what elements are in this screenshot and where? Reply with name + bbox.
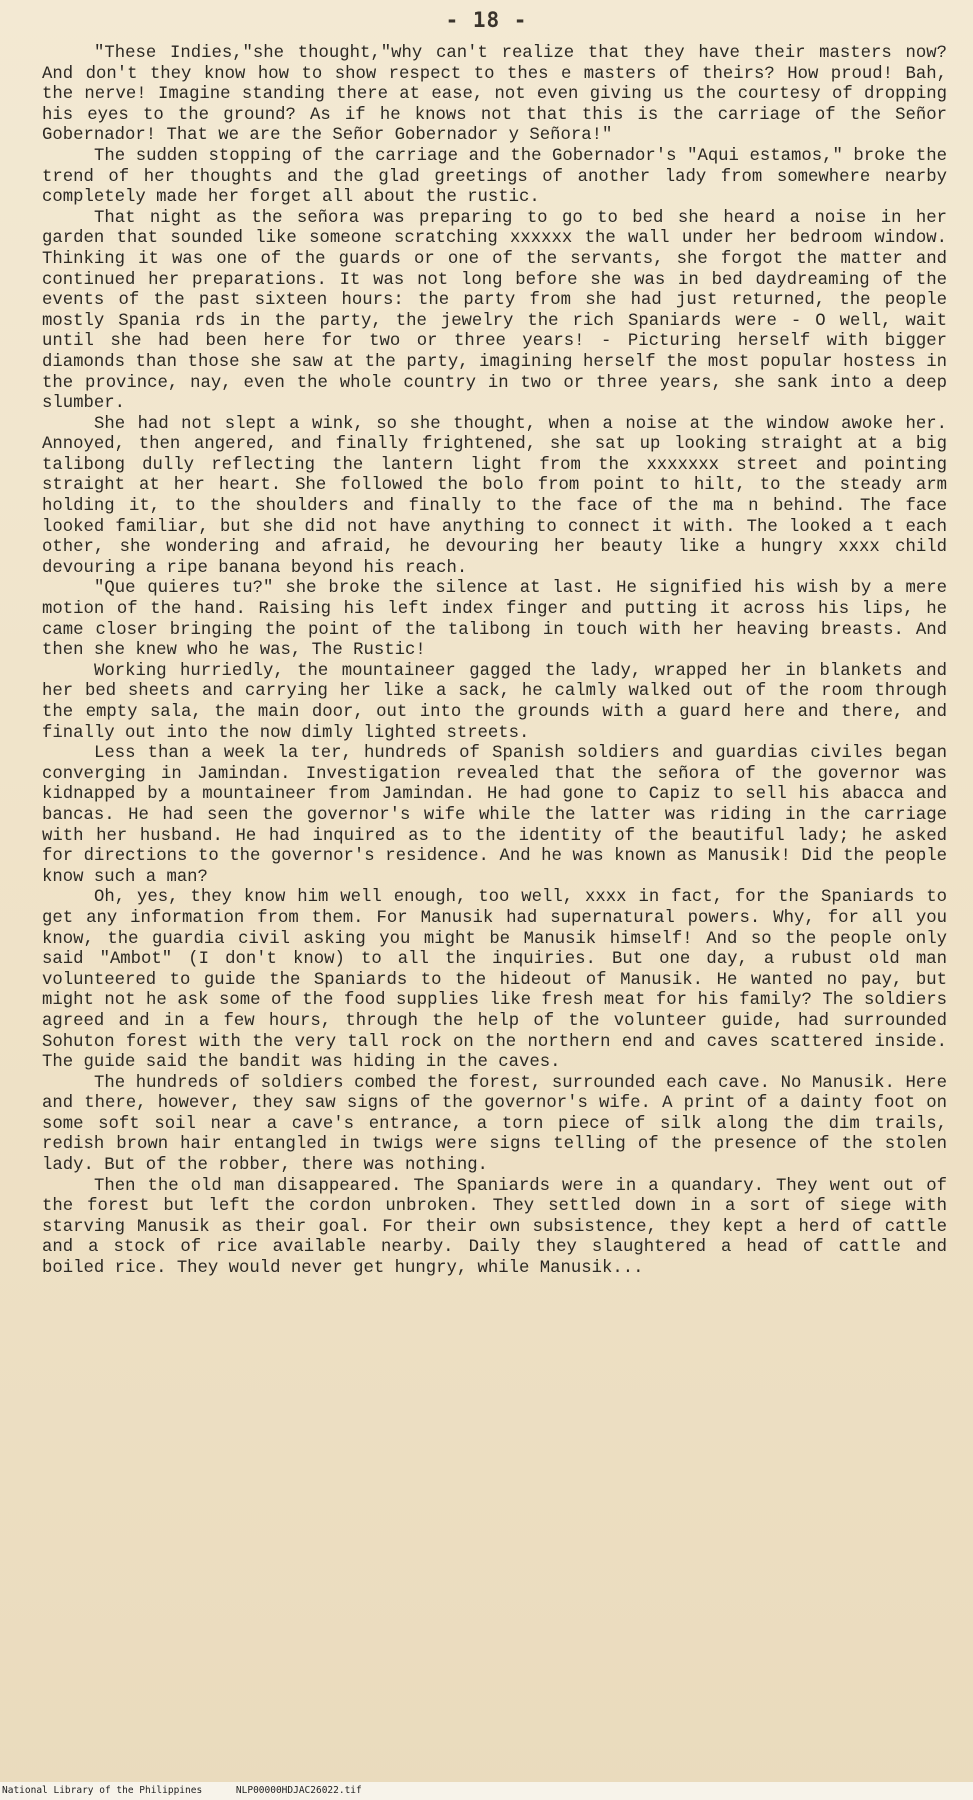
paragraph: Oh, yes, they know him well enough, too well, xxxx in fact, for the Spaniards to get any information from them. For Manusik had supernatural powers. Why, for all you know, the guardia civil asking you might be Manusik himself! And so the people only said "Ambot" (I don't know) to all the inquiries. But one day, a rubust old man volunteered to guide the Spaniards to the hideout of Manusik. He wanted no pay, but might not he ask some of the food supplies like fresh meat for his family? The soldiers agreed and in a few hours, through the help of the volunteer guide, had surrounded Sohuton forest with the very tall rock on the northern end and caves scattered inside. The guide said the bandit was hiding in the caves. [42, 888, 947, 1073]
footer-institution: National Library of the Philippines [2, 1785, 203, 1796]
paragraph: She had not slept a wink, so she thought, when a noise at the window awoke her. Annoyed, then angered, and finally frightened, she sat up looking straight at a big talibong dully reflecting the lantern light from the xxxxxxx street and pointing straight at her heart. She followed the bolo from point to hilt, to the steady arm holding it, to the shoulders and finally to the face of the ma n behind. The face looked familiar, but she did not have anything to connect it with. The looked a t each other, she wondering and afraid, he devouring her beauty like a hungry xxxx child devouring a ripe banana beyond his reach. [42, 414, 947, 578]
paragraph: "Que quieres tu?" she broke the silence at last. He signified his wish by a mere motion of the hand. Raising his left index finger and putting it across his lips, he came closer bringing the point of the talibong in touch with her heaving breasts. And then she knew who he was, The Rustic! [42, 579, 947, 661]
scan-footer [0, 1782, 973, 1800]
paragraph: Working hurriedly, the mountaineer gagged the lady, wrapped her in blankets and her bed sheets and carrying her like a sack, he calmly walked out of the room through the empty sala, the main door, out into the grounds with a guard here and there, and finally out into the now dimly lighted streets. [42, 661, 947, 743]
body-text [42, 44, 947, 1280]
paragraph: "These Indies,"she thought,"why can't realize that they have their masters now? And don't they know how to show respect to thes e masters of theirs? How proud! Bah, the nerve! Imagine standing there at ease, not even giving us the courtesy of dropping his eyes to the ground? As if he knows not that this is the carriage of the Señor Gobernador! That we are the Señor Gobernador y Señora!" [42, 44, 947, 146]
paragraph: Then the old man disappeared. The Spaniards were in a quandary. They went out of the forest but left the cordon unbroken. They settled down in a sort of siege with starving Manusik as their goal. For their own subsistence, they kept a herd of cattle and a stock of rice available nearby. Daily they slaughtered a head of cattle and boiled rice. They would never get hungry, while Manusik... [42, 1176, 947, 1279]
footer-filename: NLP00000HDJAC26022.tif [235, 1785, 362, 1796]
paragraph: The hundreds of soldiers combed the forest, surrounded each cave. No Manusik. Here and there, however, they saw signs of the governor's wife. A print of a dainty foot on some soft soil near a cave's entrance, a torn piece of silk along the dim trails, redish brown hair entangled in twigs were signs telling of the presence of the stolen lady. But of the robber, there was nothing. [42, 1073, 947, 1176]
paragraph: That night as the señora was preparing to go to bed she heard a noise in her garden that sounded like someone scratching xxxxxx the wall under her bedroom window. Thinking it was one of the guards or one of the servants, she forgot the matter and continued her preparations. It was not long before she was in bed daydreaming of the events of the past sixteen hours: the party from she had just returned, the people mostly Spania rds in the party, the jewelry the rich Spaniards were - O well, wait until she had been here for two or three years! - Picturing herself with bigger diamonds than those she saw at the party, imagining herself the most popular hostess in the province, nay, even the whole country in two or three years, she sank into a deep slumber. [42, 208, 947, 414]
paragraph: Less than a week la ter, hundreds of Spanish soldiers and guardias civiles began converging in Jamindan. Investigation revealed that the señora of the governor was kidnapped by a mountaineer from Jamindan. He had gone to Capiz to sell his abacca and bancas. He had seen the governor's wife while the latter was riding in the carriage with her husband. He had inquired as to the identity of the beautiful lady; he asked for directions to the governor's residence. And he was known as Manusik! Did the people know such a man? [42, 744, 947, 887]
page-number: - 18 - [445, 8, 528, 32]
paragraph: The sudden stopping of the carriage and the Gobernador's "Aqui estamos," broke the trend of her thoughts and the glad greetings of another lady from somewhere nearby completely made her forget all about the rustic. [42, 146, 947, 208]
